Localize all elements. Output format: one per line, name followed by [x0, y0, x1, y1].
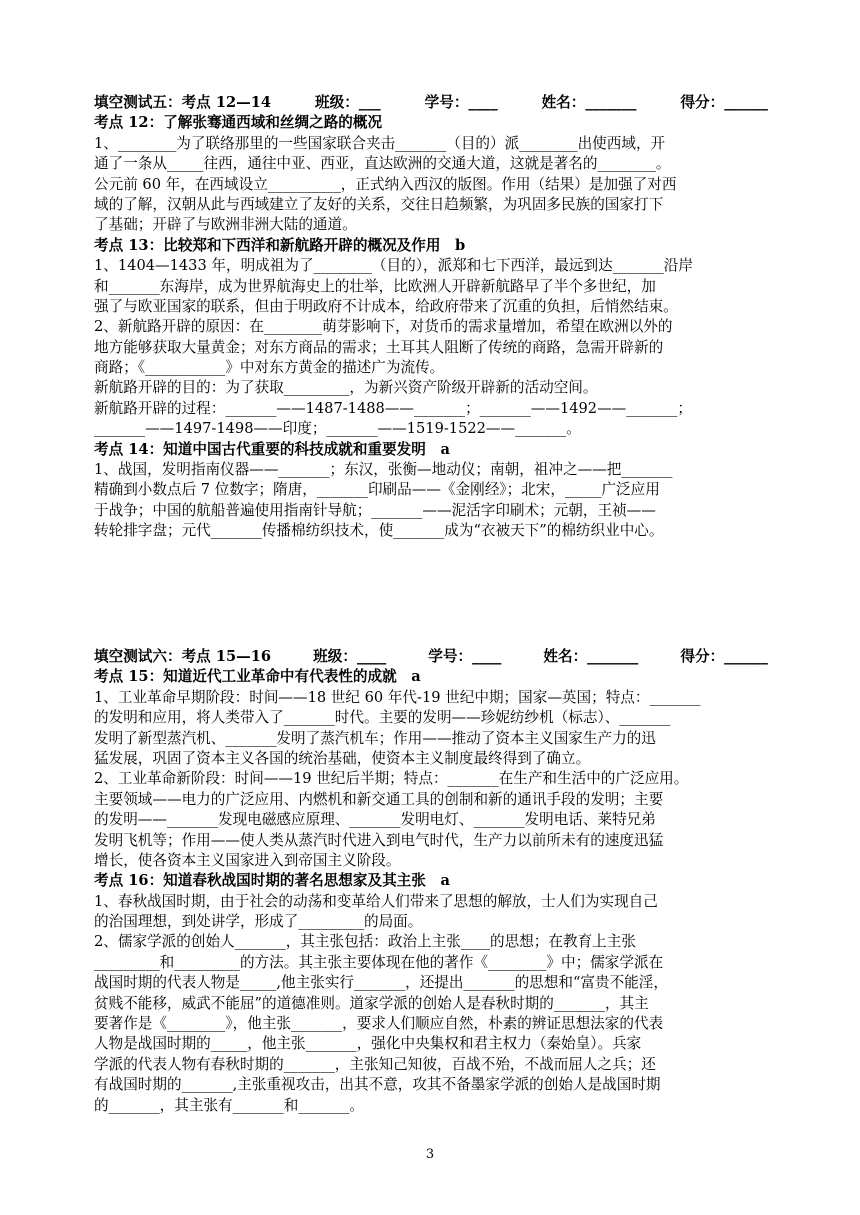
- point12-line: 域的了解，汉朝从此与西域建立了友好的关系，交往日趋频繁，为巩固多民族的国家打下: [94, 195, 664, 213]
- point12-line: 通了一条从_____往西，通往中亚、西亚，直达欧洲的交通大道，这就是著名的________。: [94, 155, 671, 173]
- point15-line: 发明了新型蒸汽机、_______发明了蒸汽机车；作用——推动了资本主义国家生产力的迅: [94, 729, 656, 747]
- point16-line: 2、儒家学派的创始人_______，其主张包括：政治上主张____的思想；在教育上主张: [94, 933, 636, 951]
- point15-line: 发明飞机等；作用——使人类从蒸汽时代进入到电气时代，生产力以前所未有的速度迅猛: [94, 831, 664, 849]
- point15-line: 的发明和应用，将人类带入了_______时代。主要的发明——珍妮纺纱机（标志）、_______: [94, 709, 671, 727]
- point16-line: 有战国时期的_______,主张重视攻击，出其不意，攻其不备墨家学派的创始人是战国时期: [94, 1076, 661, 1094]
- point15-line: 1、工业革命早期阶段：时间——18 世纪 60 年代-19 世纪中期；国家—英国；特点：_______: [94, 688, 701, 706]
- point13-line: 新航路开辟的目的：为了获取_________，为新兴资产阶级开辟新的活动空间。: [94, 379, 598, 397]
- score-field: 得分：______: [680, 648, 768, 665]
- point12-line: 1、________为了联络那里的一些国家联合夹击_______（目的）派________出使西域，开: [94, 134, 666, 152]
- test5-section: [94, 93, 768, 542]
- point16-title: 考点 16：知道春秋战国时期的著名思想家及其主张 a: [94, 872, 450, 890]
- name-field: 姓名：_______: [543, 648, 639, 665]
- point13-line: 2、新航路开辟的原因：在________萌芽影响下，对货币的需求量增加，希望在欧洲以外的: [94, 318, 673, 336]
- student-id-field: 学号：____: [428, 648, 502, 665]
- score-field: 得分：______: [680, 94, 768, 111]
- point16-line: 的治国理想，到处讲学，形成了_________的局面。: [94, 913, 423, 931]
- point14-line: 精确到小数点后 7 位数字；隋唐，_______印刷品——《金刚经》；北宋，_____广泛应用: [94, 481, 660, 499]
- test5-title: 填空测试五：考点 12—14: [94, 94, 272, 111]
- point16-line: 战国时期的代表人物是_____,他主张实行_______，还提出_______的思想和“富贵不能淫，: [94, 974, 668, 992]
- point14-line: 转轮排字盘；元代_______传播棉纺织技术，使_______成为“衣被天下”的棉纺织业中心。: [94, 522, 664, 540]
- point13-line: 新航路开辟的过程：_______——1487-1488——_______；_______——1492——_______；: [94, 399, 692, 417]
- point16-line: 要著作是《________》，他主张_______，要求人们顺应自然，朴素的辨证思想法家的代表: [94, 1015, 664, 1033]
- point16-line: 人物是战国时期的_____，他主张_______，强化中央集权和君主权力（秦始皇）。兵家: [94, 1035, 642, 1053]
- point16-line: 的_______，其主张有_______和_______。: [94, 1096, 364, 1114]
- point13-line: 地方能够获取大量黄金；对东方商品的需求；土耳其人阻断了传统的商路，急需开辟新的: [94, 338, 664, 356]
- point12-line: 了基础；开辟了与欧洲非洲大陆的通道。: [94, 216, 357, 234]
- point15-title: 考点 15：知道近代工业革命中有代表性的成就 a: [94, 668, 421, 686]
- point13-line: _______——1497-1498——印度；_______——1519-1522——_______。: [94, 420, 581, 438]
- class-field: 班级：___: [315, 94, 381, 111]
- point14-title: 考点 14：知道中国古代重要的科技成就和重要发明 a: [94, 440, 450, 458]
- point12-title: 考点 12：了解张骞通西域和丝绸之路的概况: [94, 114, 383, 132]
- page-number: 3: [425, 1147, 435, 1162]
- point13-line: 和_______东海岸，成为世界航海史上的壮举，比欧洲人开辟新航路早了半个多世纪，加: [94, 277, 656, 295]
- point15-line: 猛发展，巩固了资本主义各国的统治基础，使资本主义制度最终得到了确立。: [94, 749, 591, 767]
- point13-line: 1、1404—1433 年，明成祖为了________（目的），派郑和七下西洋，最远到达_______沿岸: [94, 257, 693, 275]
- point13-line: 强了与欧亚国家的联系，但由于明政府不计成本，给政府带来了沉重的负担，后悄然结束。: [94, 297, 678, 315]
- point16-line: _________和_________的方法。其主张主要体现在他的著作《________》中；儒家学派在: [94, 953, 664, 971]
- test6-title: 填空测试六：考点 15—16: [94, 648, 272, 665]
- point16-line: 贫贱不能移，威武不能屈”的道德准则。道家学派的创始人是春秋时期的_______，其主: [94, 994, 649, 1012]
- class-field: 班级：____: [313, 648, 387, 665]
- point14-line: 于战争；中国的航船普遍使用指南针导航；_______——泥活字印刷术；元朝，王祯——: [94, 501, 656, 519]
- point16-line: 学派的代表人物有春秋时期的_______，主张知己知彼，百战不殆，不战而屈人之兵；还: [94, 1055, 656, 1073]
- point15-line: 增长，使各资本主义国家进入到帝国主义阶段。: [94, 851, 401, 869]
- test5-heading: [94, 93, 768, 113]
- point14-line: 1、战国，发明指南仪器——_______；东汉，张衡—地动仪；南朝，祖冲之——把_______: [94, 461, 673, 479]
- point16-line: 1、春秋战国时期，由于社会的动荡和变革给人们带来了思想的解放，士人们为实现自己: [94, 892, 658, 910]
- test6-section: [94, 647, 768, 1116]
- point12-line: 公元前 60 年，在西域设立__________，正式纳入西汉的版图。作用（结果）是加强了对西: [94, 175, 677, 193]
- point13-title: 考点 13：比较郑和下西洋和新航路开辟的概况及作用 b: [94, 236, 466, 254]
- point15-line: 主要领域——电力的广泛应用、内燃机和新交通工具的创制和新的通讯手段的发明；主要: [94, 790, 664, 808]
- name-field: 姓名：_______: [541, 94, 637, 111]
- point15-line: 的发明——_______发现电磁感应原理、_______发明电灯、_______发明电话、莱特兄弟: [94, 811, 656, 829]
- test6-heading: [94, 647, 768, 667]
- student-id-field: 学号：____: [424, 94, 498, 111]
- point15-line: 2、工业革命新阶段：时间——19 世纪后半期；特点：_______在生产和生活中的广泛应用。: [94, 770, 689, 788]
- point13-line: 商路；《___________》中对东方黄金的描述广为流传。: [94, 359, 445, 377]
